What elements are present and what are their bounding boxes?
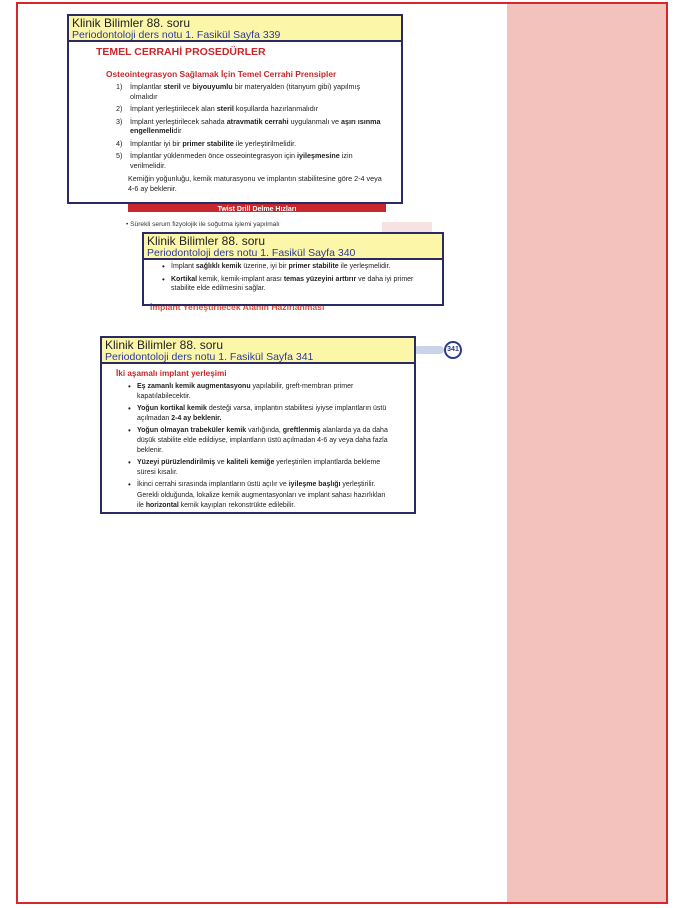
list-item: 4) İmplantlar iyi bir primer stabilite ile yerleştirilmelidir. <box>116 138 297 148</box>
list-item: 1) İmplantlar steril ve biyouyumlu bir materyalden (titanyum gibi) yapılmış olmalıdır <box>116 82 361 101</box>
list-item: • İmplant sağlıklı kemik üzerine, iyi bir primer stabilite ile yerleşmelidir. <box>162 262 432 272</box>
page-header-bar <box>414 346 444 354</box>
page-number-badge: 341 <box>444 341 462 359</box>
citation-source: Periodontoloji ders notu 1. Fasikül Sayfa 339 <box>72 29 281 41</box>
citation-label-340 <box>142 232 444 260</box>
citation-title: Klinik Bilimler 88. soru <box>105 338 224 352</box>
citation-source: Periodontoloji ders notu 1. Fasikül Sayfa 341 <box>105 351 314 363</box>
partial-bullet: • Sürekli serum fizyolojik ile soğutma işlemi yapılmalı <box>126 221 280 228</box>
list-item: • Yoğun kortikal kemik desteği varsa, implantın stabilitesi iyiyse implantların üstü açılmadan 2-4 ay beklenir. <box>128 404 390 423</box>
list-item: • Yüzeyi pürüzlendirilmiş ve kaliteli kemiğe yerleştirilen implantlarda bekleme süresi kısalır. <box>128 458 390 477</box>
citation-label-341 <box>100 336 416 364</box>
augmentation-note: Gerekli olduğunda, lokalize kemik augmentasyonları ve implant sahası hazırlıkları ile horizontal kemik kayıpları rekonstrükte edilebilir. <box>137 492 386 509</box>
citation-title: Klinik Bilimler 88. soru <box>72 16 191 30</box>
section-subheading: Osteointegrasyon Sağlamak İçin Temel Cerrahi Prensipler <box>106 69 337 79</box>
citation-source: Periodontoloji ders notu 1. Fasikül Sayfa 340 <box>147 247 356 259</box>
list-item: • Eş zamanlı kemik augmentasyonu yapılabilir, greft-membran primer kapatılabilecektir. <box>128 382 390 401</box>
drill-speed-banner: Twist Drill Delme Hızları <box>128 202 386 212</box>
section-heading: İki aşamalı implant yerleşimi <box>116 369 227 378</box>
list-item: 2) İmplant yerleştirilecek alan steril koşullarda hazırlanmalıdır <box>116 104 319 113</box>
list-item: • İkinci cerrahi sırasında implantların üstü açılır ve iyileşme başlığı yerleştirilir. <box>128 480 390 490</box>
section-heading: TEMEL CERRAHİ PROSEDÜRLER <box>96 46 266 58</box>
list-item: • Yoğun olmayan trabeküler kemik varlığında, greftlenmiş alanlarda ya da daha düşük stabilite elde edildiyse, implantların üstü açılmadan 4-6 ay veya daha fazla beklenir. <box>128 426 390 455</box>
citation-title: Klinik Bilimler 88. soru <box>147 234 266 248</box>
list-item: 3) İmplant yerleştirilecek sahada atravmatik cerrahi uygulanmalı ve aşırı ısınma engellenmelidir <box>116 116 381 135</box>
outline-page-339 <box>67 14 403 204</box>
list-item: • Kortikal kemik, kemik-implant arası temas yüzeyini arttırır ve daha iyi primer stabilite elde edilmesini sağlar. <box>162 275 432 294</box>
section-heading: İmplant Yerleştirilecek Alanın Hazırlanması <box>150 302 325 312</box>
waiting-note: Kemiğin yoğunluğu, kemik maturasyonu ve implantın stabilitesine göre 2-4 veya 4-6 ay beklenir. <box>128 174 382 193</box>
list-item: 5) İmplantlar yüklenmeden önce osseointegrasyon için iyileşmesine izin verilmelidir. <box>116 151 353 170</box>
citation-label-339 <box>67 14 403 42</box>
side-margin-strip <box>507 4 666 902</box>
clip-edge-shade <box>382 222 432 232</box>
